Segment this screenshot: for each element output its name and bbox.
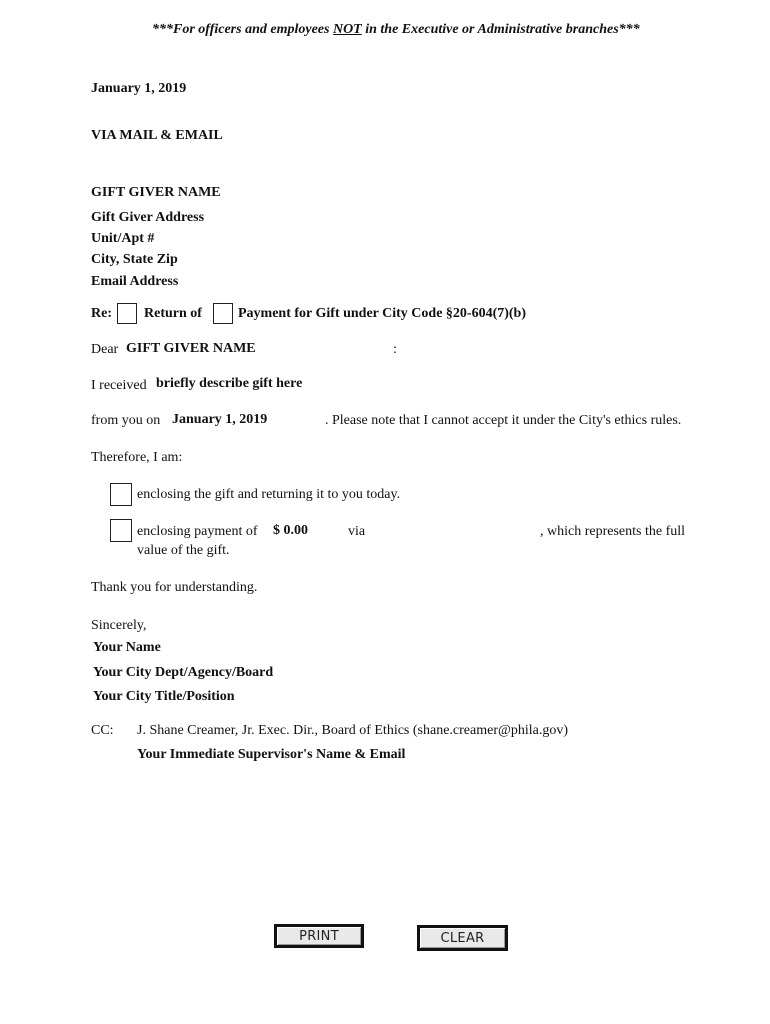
sender-name-field[interactable] [93,640,333,656]
notice-emphasis: NOT [332,22,362,37]
return-of-label: Return of [144,306,202,321]
cc-supervisor-field[interactable] [137,747,457,763]
thank-you-text: Thank you for understanding. [91,580,258,595]
return-of-checkbox[interactable] [117,303,137,324]
from-you-on-label: from you on [91,413,161,428]
gift-description-field[interactable] [156,376,576,392]
payment-method-field[interactable] [375,523,535,539]
recipient-city-state-zip-field[interactable] [91,252,311,268]
notice-prefix: ***For officers and employees [152,22,333,37]
ethics-note: . Please note that I cannot accept it under the City's ethics rules. [325,413,682,428]
recipient-unit-field[interactable] [91,231,311,247]
cc-label: CC: [91,723,114,738]
notice-suffix: in the Executive or Administrative branches*** [361,22,640,37]
recipient-address-field[interactable] [91,210,311,226]
payment-for-gift-label: Payment for Gift under City Code §20-604(7)(b) [238,306,527,321]
sincerely-text: Sincerely, [91,618,147,633]
recipient-name-field[interactable] [91,185,311,201]
delivery-method: VIA MAIL & EMAIL [91,128,223,143]
full-value-text: , which represents the full [540,524,686,539]
via-label: via [348,524,366,539]
sender-dept-field[interactable] [93,665,333,681]
value-of-gift-text: value of the gift. [137,543,230,558]
gift-date-field[interactable] [172,412,322,428]
payment-amount-field[interactable] [273,523,343,539]
print-button[interactable]: PRINT [274,924,364,948]
cc-ethics-director: J. Shane Creamer, Jr. Exec. Dir., Board of Ethics (shane.creamer@phila.gov) [137,723,569,738]
salutation-colon: : [393,342,397,357]
payment-for-gift-checkbox[interactable] [213,303,233,324]
enclose-payment-checkbox[interactable] [110,519,132,542]
clear-button[interactable]: CLEAR [417,925,508,951]
return-gift-text: enclosing the gift and returning it to you today. [137,487,401,502]
letter-date-field[interactable] [91,81,271,97]
sender-title-field[interactable] [93,689,333,705]
received-label: I received [91,378,147,393]
recipient-email-field[interactable] [91,274,311,290]
therefore-label: Therefore, I am: [91,450,183,465]
re-label: Re: [91,306,112,321]
salutation-name-field[interactable] [126,341,388,357]
enclosing-payment-label: enclosing payment of [137,524,258,539]
return-gift-checkbox[interactable] [110,483,132,506]
dear-label: Dear [91,342,119,357]
eligibility-notice [152,22,640,38]
